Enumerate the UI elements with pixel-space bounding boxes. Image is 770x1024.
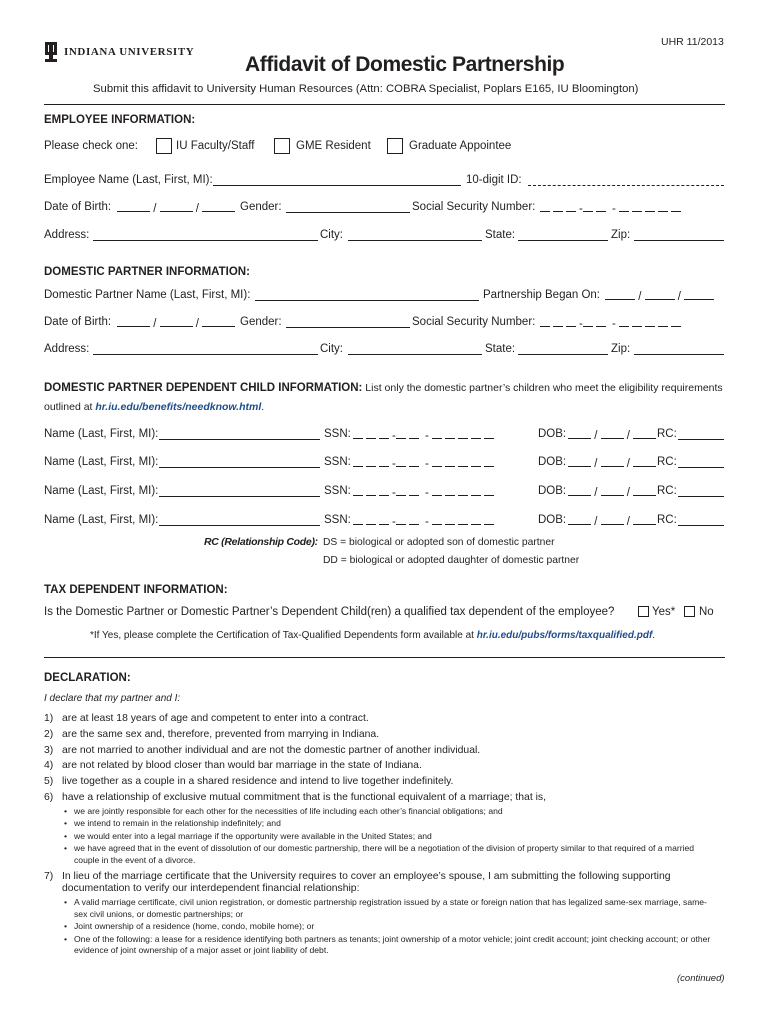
employee-zip-field[interactable] (634, 240, 724, 241)
child-rc-field[interactable] (678, 467, 724, 468)
divider (44, 657, 725, 658)
child-name-label: Name (Last, First, MI): (44, 428, 159, 440)
child-rc-field[interactable] (678, 525, 724, 526)
child-dob-field[interactable]: / / (568, 514, 656, 528)
partner-state-field[interactable] (518, 354, 608, 355)
partner-zip-field[interactable] (634, 354, 724, 355)
partnership-began-label: Partnership Began On: (483, 289, 600, 301)
child-name-label: Name (Last, First, MI): (44, 456, 159, 468)
employee-name-label: Employee Name (Last, First, MI): (44, 174, 213, 186)
tax-yes-label: Yes* (652, 606, 676, 618)
tax-no-label: No (699, 606, 714, 618)
employee-dob-field[interactable]: / / (117, 201, 235, 215)
employee-name-field[interactable] (213, 185, 461, 186)
checkbox-tax-yes[interactable] (638, 606, 649, 617)
list-item: • A valid marriage certificate, civil union registration, or domestic partnership registration issued by a state or foreign nation that has legalized same-sex marriage, same-sex civil unions, or domestic partnerships; or (62, 897, 709, 920)
child-name-field[interactable] (159, 525, 320, 526)
child-name-field[interactable] (159, 467, 320, 468)
children-heading-line (44, 382, 723, 394)
partner-ssn-label: Social Security Number: (412, 316, 536, 328)
child-ssn-label: SSN: (324, 485, 351, 497)
child-name-field[interactable] (159, 496, 320, 497)
partner-state-label: State: (485, 343, 516, 355)
child-dob-label: DOB: (538, 428, 567, 440)
partner-dob-label: Date of Birth: (44, 316, 112, 328)
logo-text: INDIANA UNIVERSITY (64, 46, 195, 58)
list-item: • One of the following: a lease for a residence identifying both partners as tenants; joint ownership of a motor vehicle; joint credit account; joint checking account; or other evidence of joint ownership of a major asset or joint liability of debt. (62, 934, 714, 957)
child-dob-field[interactable]: / / (568, 456, 656, 470)
option-gme-resident: GME Resident (296, 140, 371, 152)
declaration-item: 4) are not related by blood closer than would bar marriage in the state of Indiana. (44, 760, 422, 772)
rc-heading: RC (Relationship Code): (204, 536, 318, 548)
employee-ssn-field[interactable]: - - (540, 201, 684, 215)
tax-note-prefix: *If Yes, please complete the Certification of Tax-Qualified Dependents form available at (90, 630, 474, 641)
tax-heading: TAX DEPENDENT INFORMATION: (44, 584, 228, 596)
children-instruction: List only the domestic partner’s children who meet the eligibility requirements (365, 382, 723, 394)
declaration-item: 2) are the same sex and, therefore, prevented from marrying in Indiana. (44, 728, 380, 740)
child-ssn-label: SSN: (324, 514, 351, 526)
child-name-label: Name (Last, First, MI): (44, 514, 159, 526)
child-ssn-field[interactable]: - - (353, 456, 497, 470)
partner-name-field[interactable] (255, 300, 479, 301)
partner-gender-field[interactable] (286, 327, 410, 328)
partner-city-label: City: (320, 343, 343, 355)
partner-zip-label: Zip: (611, 343, 631, 355)
child-rc-label: RC: (657, 514, 677, 526)
declaration-item: 6) have a relationship of exclusive mutual commitment that is the functional equivalent of a marriage; that is, • we are jointly responsible for each other for the necessities of life including each other’s financial obligations; and • we intend to remain in the relationship indefinitely; and • we would enter into a legal marriage if the opportunity were available in the United States; and • we have agreed that in the event of dissolution of our domestic partnership, there will be a negotiation of the division of property similar to that required of a married couple in the event of a divorce. (44, 792, 734, 867)
employee-heading: EMPLOYEE INFORMATION: (44, 114, 196, 126)
continued-label: (continued) (677, 973, 725, 984)
list-item: • we have agreed that in the event of dissolution of our domestic partnership, there will be a negotiation of the division of property similar to that required of a married couple in the event of a divorce. (62, 843, 714, 866)
partner-address-label: Address: (44, 343, 90, 355)
divider (44, 104, 725, 105)
partner-gender-label: Gender: (240, 316, 282, 328)
partner-city-field[interactable] (348, 354, 482, 355)
child-dob-label: DOB: (538, 485, 567, 497)
partner-name-label: Domestic Partner Name (Last, First, MI): (44, 289, 251, 301)
child-ssn-field[interactable]: - - (353, 514, 497, 528)
child-rc-label: RC: (657, 485, 677, 497)
child-dob-label: DOB: (538, 456, 567, 468)
child-rc-label: RC: (657, 456, 677, 468)
declaration-item: 1) are at least 18 years of age and competent to enter into a contract. (44, 713, 369, 724)
employee-ssn-label: Social Security Number: (412, 201, 536, 213)
declaration-item: 5) live together as a couple in a shared residence and intend to live together indefinitely. (44, 776, 454, 788)
checkbox-graduate-appointee[interactable] (387, 138, 403, 154)
list-item: • we intend to remain in the relationship indefinitely; and (62, 818, 734, 830)
child-dob-field[interactable]: / / (568, 428, 656, 442)
taxqualified-link[interactable]: hr.iu.edu/pubs/forms/taxqualified.pdf (476, 630, 653, 641)
children-heading: DOMESTIC PARTNER DEPENDENT CHILD INFORMATION: (44, 382, 363, 394)
list-item: • Joint ownership of a residence (home, condo, mobile home); or (62, 921, 712, 933)
child-ssn-field[interactable]: - - (353, 428, 497, 442)
employee-id-field[interactable] (528, 185, 724, 186)
employee-dob-label: Date of Birth: (44, 201, 112, 213)
declaration-item: 7) In lieu of the marriage certificate that the University requires to cover an employee’s spouse, I am submitting the following supporting documentation to verify our interdependent financial relationship: • A valid marriage certificate, civil union registration, or domestic partnership registration issued by a state or foreign nation that has legalized same-sex marriage, same-sex civil unions, or domestic partnerships; or • Joint ownership of a residence (home, condo, mobile home); or • One of the following: a lease for a residence identifying both partners as tenants; joint ownership of a motor vehicle; joint credit account; joint checking account; or other evidence of joint ownership of a major asset or joint liability of debt. (44, 871, 712, 957)
employee-city-field[interactable] (348, 240, 482, 241)
child-rc-field[interactable] (678, 439, 724, 440)
option-faculty-staff: IU Faculty/Staff (176, 140, 255, 152)
partner-dob-field[interactable]: / / (117, 316, 235, 330)
child-ssn-label: SSN: (324, 456, 351, 468)
declaration-heading: DECLARATION: (44, 672, 131, 684)
checkbox-tax-no[interactable] (684, 606, 695, 617)
page-title: Affidavit of Domestic Partnership (245, 53, 565, 76)
partner-ssn-field[interactable]: - - (540, 316, 684, 330)
declaration-item: 3) are not married to another individual and are not the domestic partner of another individual. (44, 744, 481, 756)
list-item: • we would enter into a legal marriage if the opportunity were available in the United States; and (62, 831, 734, 843)
employee-state-label: State: (485, 229, 516, 241)
needknow-link[interactable]: hr.iu.edu/benefits/needknow.html (95, 401, 262, 413)
child-dob-field[interactable]: / / (568, 485, 656, 499)
iu-trident-icon (44, 42, 58, 62)
child-rc-label: RC: (657, 428, 677, 440)
partner-address-field[interactable] (93, 354, 318, 355)
form-code: UHR 11/2013 (661, 36, 724, 48)
employee-address-field[interactable] (93, 240, 318, 241)
child-ssn-label: SSN: (324, 428, 351, 440)
child-ssn-field[interactable]: - - (353, 485, 497, 499)
page-subtitle: Submit this affidavit to University Human Resources (Attn: COBRA Specialist, Poplars E165, IU Bloomington) (93, 83, 639, 95)
option-graduate-appointee: Graduate Appointee (409, 140, 512, 152)
child-name-field[interactable] (159, 439, 320, 440)
child-name-label: Name (Last, First, MI): (44, 485, 159, 497)
employee-id-label: 10-digit ID: (466, 174, 522, 186)
child-rc-field[interactable] (678, 496, 724, 497)
rc-dd: DD = biological or adopted daughter of domestic partner (323, 555, 580, 566)
rc-ds: DS = biological or adopted son of domestic partner (323, 537, 555, 548)
employee-address-label: Address: (44, 229, 90, 241)
declaration-intro: I declare that my partner and I: (44, 693, 181, 704)
employee-gender-field[interactable] (286, 212, 410, 213)
tax-note: *If Yes, please complete the Certification of Tax-Qualified Dependents form available at hr.iu.edu/pubs/forms/taxqualified.pdf. (90, 630, 656, 641)
checkbox-faculty-staff[interactable] (156, 138, 172, 154)
checkbox-gme-resident[interactable] (274, 138, 290, 154)
employee-gender-label: Gender: (240, 201, 282, 213)
employee-zip-label: Zip: (611, 229, 631, 241)
declaration-list (44, 713, 734, 961)
partnership-began-field[interactable]: / / (605, 289, 714, 303)
check-prompt: Please check one: (44, 140, 138, 152)
children-outlined-line: outlined at hr.iu.edu/benefits/needknow.html. (44, 401, 265, 413)
partner-heading: DOMESTIC PARTNER INFORMATION: (44, 266, 250, 278)
employee-state-field[interactable] (518, 240, 608, 241)
outlined-prefix: outlined at (44, 401, 93, 413)
item7-bullets (62, 897, 712, 957)
tax-question: Is the Domestic Partner or Domestic Partner’s Dependent Child(ren) a qualified tax dependent of the employee? (44, 606, 615, 618)
child-dob-label: DOB: (538, 514, 567, 526)
list-item: • we are jointly responsible for each other for the necessities of life including each other’s financial obligations; and (62, 806, 734, 818)
item6-bullets (62, 806, 734, 867)
employee-city-label: City: (320, 229, 343, 241)
